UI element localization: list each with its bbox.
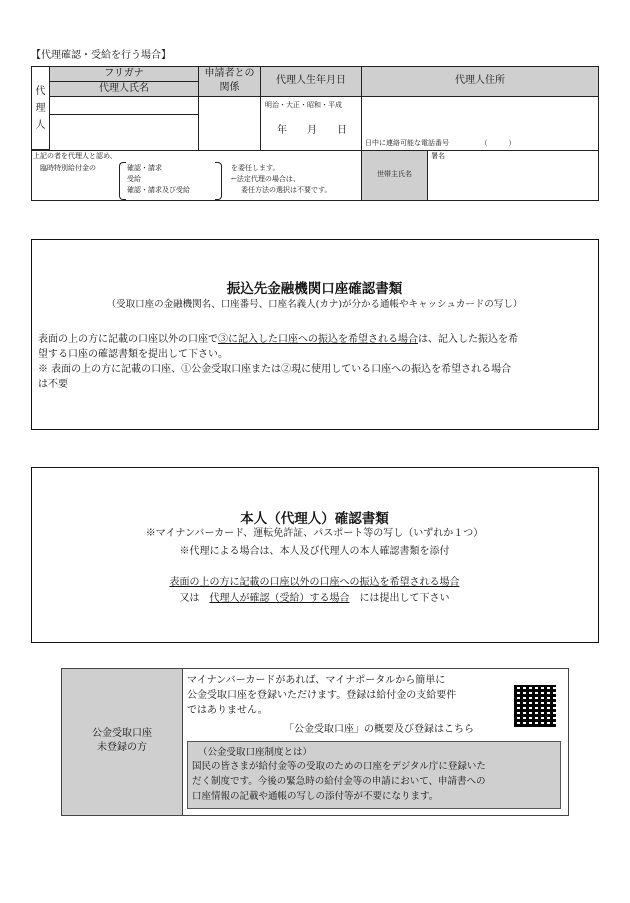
phone-label: 日中に連絡可能な電話番号 （ ） bbox=[365, 139, 516, 147]
public-side-line-2: 未登録の方 bbox=[97, 742, 147, 753]
option-confirm[interactable]: 確認・請求 bbox=[127, 164, 162, 172]
householder-label: 世帯主氏名 bbox=[377, 170, 412, 178]
bank-box-para-2: 望する口座の確認書類を提出して下さい。 bbox=[38, 349, 228, 360]
proxy-table bbox=[31, 66, 599, 201]
relation-header-2: 関係 bbox=[219, 82, 240, 93]
bank-box-note-2: は不要 bbox=[38, 379, 68, 390]
id-box-line-1: ※マイナンバーカード、運転免許証、パスポート等の写し（いずれか１つ） bbox=[145, 528, 484, 539]
entrust-text: を委任します。 bbox=[231, 164, 280, 172]
public-info-box bbox=[187, 741, 561, 809]
side-label-3: 人 bbox=[35, 120, 46, 131]
birth-header: 代理人生年月日 bbox=[276, 75, 346, 86]
public-inner-title: （公金受取口座制度とは） bbox=[198, 747, 313, 758]
bank-document-box bbox=[31, 239, 599, 430]
address-header: 代理人住所 bbox=[455, 75, 505, 86]
furigana-header: フリガナ bbox=[104, 68, 144, 79]
public-text-3: ではありません。 bbox=[187, 705, 268, 716]
public-account-section bbox=[61, 668, 569, 816]
id-box-title: 本人（代理人）確認書類 bbox=[240, 511, 389, 527]
bank-box-title: 振込先金融機関口座確認書類 bbox=[226, 281, 403, 297]
legal-note-1: ←法定代理の場合は、 bbox=[231, 175, 300, 183]
qr-code-icon[interactable] bbox=[514, 685, 556, 727]
name-header: 代理人氏名 bbox=[99, 83, 149, 94]
side-label-2: 理 bbox=[35, 103, 46, 114]
benefit-label: 臨時特別給付金の bbox=[40, 164, 96, 172]
signature-label: 署名 bbox=[431, 152, 445, 160]
era-options: 明治・大正・昭和・平成 bbox=[265, 101, 342, 109]
id-box-line-3: 表面の上の方に記載の口座以外の口座への振込を希望される場合 bbox=[169, 577, 460, 588]
public-side-line-1: 公金受取口座 bbox=[92, 728, 152, 739]
delegate-text: 上記の者を代理人と認め、 bbox=[33, 152, 117, 160]
public-link-text[interactable]: 「公金受取口座」の概要及び登録はこちら bbox=[284, 724, 474, 735]
public-text-1: マイナンバーカードがあれば、マイナポータルから簡単に bbox=[187, 675, 446, 686]
furigana-field[interactable] bbox=[49, 96, 199, 115]
public-inner-3: 口座情報の記載や通帳の写しの添付等が不要になります。 bbox=[192, 791, 439, 802]
signature-field[interactable] bbox=[427, 150, 599, 201]
id-box-line-2: ※代理による場合は、本人及び代理人の本人確認書類を添付 bbox=[179, 546, 450, 557]
bank-box-para-1: 表面の上の方に記載の口座以外の口座で③に記入した口座への振込を希望される場合は、記入した振込を希 bbox=[38, 334, 518, 345]
section-label: 【代理確認・受給を行う場合】 bbox=[31, 50, 171, 61]
legal-note-2: 委任方法の選択は不要です。 bbox=[241, 186, 332, 194]
public-text-2: 公金受取口座を登録いただけます。登録は給付金の支給要件 bbox=[187, 690, 457, 701]
id-box-line-4: 又は 代理人が確認（受給）する場合 には提出して下さい bbox=[179, 593, 450, 604]
option-receive[interactable]: 受給 bbox=[127, 175, 141, 183]
side-label-1: 代 bbox=[35, 86, 46, 97]
public-inner-2: だく制度です。今後の緊急時の給付金等の申請において、申請書への bbox=[192, 776, 486, 787]
public-inner-1: 国民の皆さまが給付金等の受取のための口座をデジタル庁に登録いた bbox=[192, 761, 486, 772]
option-both[interactable]: 確認・請求及び受給 bbox=[127, 186, 190, 194]
bank-box-note-1: ※ 表面の上の方に記載の口座、①公金受取口座または②現に使用している口座への振込を希望される場合 bbox=[38, 364, 512, 375]
bank-box-subtitle: （受取口座の金融機関名、口座番号、口座名義人(カナ)が分かる通帳やキャッシュカードの写し） bbox=[106, 299, 523, 310]
id-document-box bbox=[31, 467, 599, 643]
relation-header-1: 申請者との bbox=[204, 68, 255, 79]
name-field[interactable] bbox=[49, 114, 199, 151]
ymd-label: 年 月 日 bbox=[277, 125, 347, 136]
relation-field[interactable] bbox=[198, 96, 261, 151]
